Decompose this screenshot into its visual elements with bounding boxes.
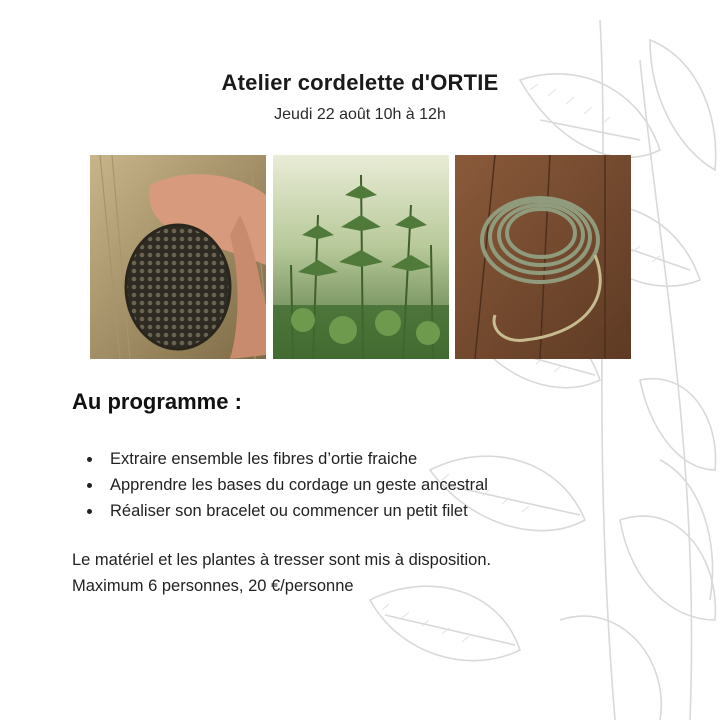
- program-list: [72, 446, 488, 524]
- photo-nettle-cord-coil: [455, 155, 631, 359]
- materials-note: Le matériel et les plantes à tresser sont mis à disposition.: [72, 551, 492, 569]
- photo-nettle-plants: [273, 155, 449, 359]
- page-title: Atelier cordelette d'ORTIE: [221, 70, 499, 95]
- list-item: Extraire ensemble les fibres d’ortie fraiche: [72, 446, 488, 472]
- event-date: Jeudi 22 août 10h à 12h: [274, 106, 446, 123]
- program-heading: Au programme :: [72, 389, 242, 414]
- capacity-price-note: Maximum 6 personnes, 20 €/personne: [72, 577, 354, 595]
- list-item: Apprendre les bases du cordage un geste ancestral: [72, 472, 488, 498]
- photo-nettle-net: [90, 155, 266, 359]
- list-item: Réaliser son bracelet ou commencer un petit filet: [72, 498, 488, 524]
